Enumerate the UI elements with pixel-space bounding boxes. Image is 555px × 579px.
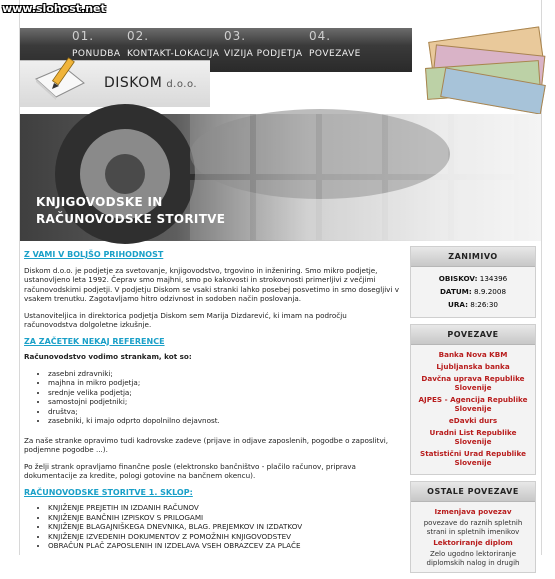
stat-time [414, 300, 532, 310]
services-list [24, 503, 402, 551]
list-item: • OBRAČUN PLAČ ZAPOSLENIH IN IZDELAVA VSEH OBRAZCEV ZA PLAČE [48, 541, 402, 551]
nav-num: 02. [127, 29, 150, 43]
zanimivo-body [411, 267, 535, 317]
povezave-body [411, 345, 535, 474]
link-davcna-uprava[interactable]: Davčna uprava Republike Slovenije [421, 374, 525, 392]
logo[interactable] [20, 60, 210, 107]
zanimivo-title: ZANIMIVO [411, 247, 535, 267]
logo-name: DISKOM [104, 75, 163, 91]
povezave-title: POVEZAVE [411, 325, 535, 345]
money-image [412, 0, 541, 106]
nav-num: 01. [72, 29, 95, 43]
director-paragraph: Ustanoviteljica in direktorica podjetja Diskom sem Marija Dizdarević, ki imam na področju računovodstva dolgoletne izkušnje. [24, 310, 347, 329]
stat-label: OBISKOV: [438, 274, 478, 283]
stat-label: DATUM: [439, 287, 472, 296]
pencil-paper-icon [30, 53, 92, 103]
stat-visits [414, 274, 532, 284]
banner-title [36, 194, 225, 228]
nav-item-kontakt[interactable] [127, 30, 219, 59]
list-item: • zasebniki, ki imajo odprto dopolnilno dejavnost. [48, 416, 402, 426]
ostale-box [410, 481, 536, 573]
nav-label: POVEZAVE [309, 49, 361, 59]
logo-text [104, 75, 197, 91]
list-item: • KNJIŽENJE BANČNIH IZPISKOV S PRILOGAMI [48, 513, 402, 523]
nav-num: 04. [309, 29, 332, 43]
ostale-body [411, 502, 535, 572]
link-ljubljanska-banka[interactable]: Ljubljanska banka [436, 362, 510, 371]
link-izmenjava[interactable]: Izmenjava povezav [434, 507, 512, 516]
link-uradni-list[interactable]: Uradni List Republike Slovenije [429, 428, 517, 446]
finance-paragraph: Po želji strank opravljamo finančne posle (elektronsko bančništvo - plačilo računov, priprava dokumentacije za kredite, pologi gotovine na bančnem okencu). [24, 461, 356, 480]
stat-date [414, 287, 532, 297]
list-item: • društva; [48, 407, 402, 417]
link-desc: Zelo ugodno lektoriranje diplomskih nalog in drugih [426, 550, 520, 567]
link-statisticni-urad[interactable]: Statistični Urad Republike Slovenije [420, 449, 526, 467]
povezave-box [410, 324, 536, 475]
banner-line1: KNJIGOVODSKE IN [36, 195, 163, 209]
link-ajpes[interactable]: AJPES - Agencija Republike Slovenije [418, 395, 528, 413]
watermark: www.slohost.net [2, 2, 106, 15]
stat-value: 8.9.2008 [474, 287, 507, 296]
hero-banner [20, 114, 541, 241]
stat-value: 134396 [479, 274, 508, 283]
nav-item-vizija[interactable] [224, 30, 303, 59]
clients-list [24, 369, 402, 426]
logo-suffix: d.o.o. [166, 79, 198, 90]
link-nova-kbm[interactable]: Banka Nova KBM [438, 350, 508, 359]
list-item: • majhna in mikro podjetja; [48, 378, 402, 388]
page [19, 0, 542, 567]
list-item: • samostojni podjetniki; [48, 397, 402, 407]
nav-item-povezave[interactable] [309, 30, 361, 59]
clients-intro: Računovodstvo vodimo strankam, kot so: [24, 352, 192, 361]
nav-label: PONUDBA [72, 49, 121, 59]
list-item: • KNJIŽENJE PREJETIH IN IZDANIH RAČUNOV [48, 503, 402, 513]
sidebar [410, 246, 536, 579]
section-title-future[interactable]: Z VAMI V BOLJŠO PRIHODNOST [24, 250, 164, 259]
section-title-services[interactable]: RAČUNOVODSKE STORITVE 1. SKLOP: [24, 487, 193, 497]
zanimivo-box [410, 246, 536, 318]
link-desc: povezave do raznih spletnih strani in spletnih imenikov [423, 519, 523, 536]
link-edavki[interactable]: eDavki durs [448, 416, 498, 425]
stat-label: URA: [448, 300, 468, 309]
nav-num: 03. [224, 29, 247, 43]
nav-label: VIZIJA PODJETJA [224, 49, 303, 59]
main-content [24, 246, 402, 561]
list-item: • KNJIŽENJE BLAGAJNIŠKEGA DNEVNIKA, BLAG. PREJEMKOV IN IZDATKOV [48, 522, 402, 532]
banner-line2: RAČUNOVODSKE STORITVE [36, 212, 226, 226]
list-item: • zasebni zdravniki; [48, 369, 402, 379]
stat-value: 8:26:30 [470, 300, 498, 309]
list-item: • KNJIŽENJE IZVEDENIH DOKUMENTOV Z POMOŽNIH KNJIGOVODSTEV [48, 532, 402, 542]
hr-paragraph: Za naše stranke opravimo tudi kadrovske zadeve (prijave in odjave zaposlenih, pogodbe o zaposlitvi, podjemne pogodbe ...). [24, 435, 388, 454]
list-item: • srednje velika podjetja; [48, 388, 402, 398]
nav-label: KONTAKT-LOKACIJA [127, 49, 220, 59]
intro-paragraph: Diskom d.o.o. je podjetje za svetovanje, knjigovodstvo, trgovino in inženiring. Smo mikro podjetje, ustanovljeno leta 1992. Čeprav smo majhni, smo po kakovosti in strokovnosti primerljivi z večjimi računovodskimi podjetji. V podjetju Diskom se vsaki stranki lahko posebej posvetimo in smo dosegljivi v vsakem trenutku. Zagotavljamo hitro odzivnost in sodoben način poslovanja. [24, 265, 399, 303]
link-lektoriranje[interactable]: Lektoriranje diplom [433, 538, 513, 547]
section-title-references[interactable]: ZA ZAČETEK NEKAJ REFERENCE [24, 336, 165, 346]
ostale-title: OSTALE POVEZAVE [411, 482, 535, 502]
